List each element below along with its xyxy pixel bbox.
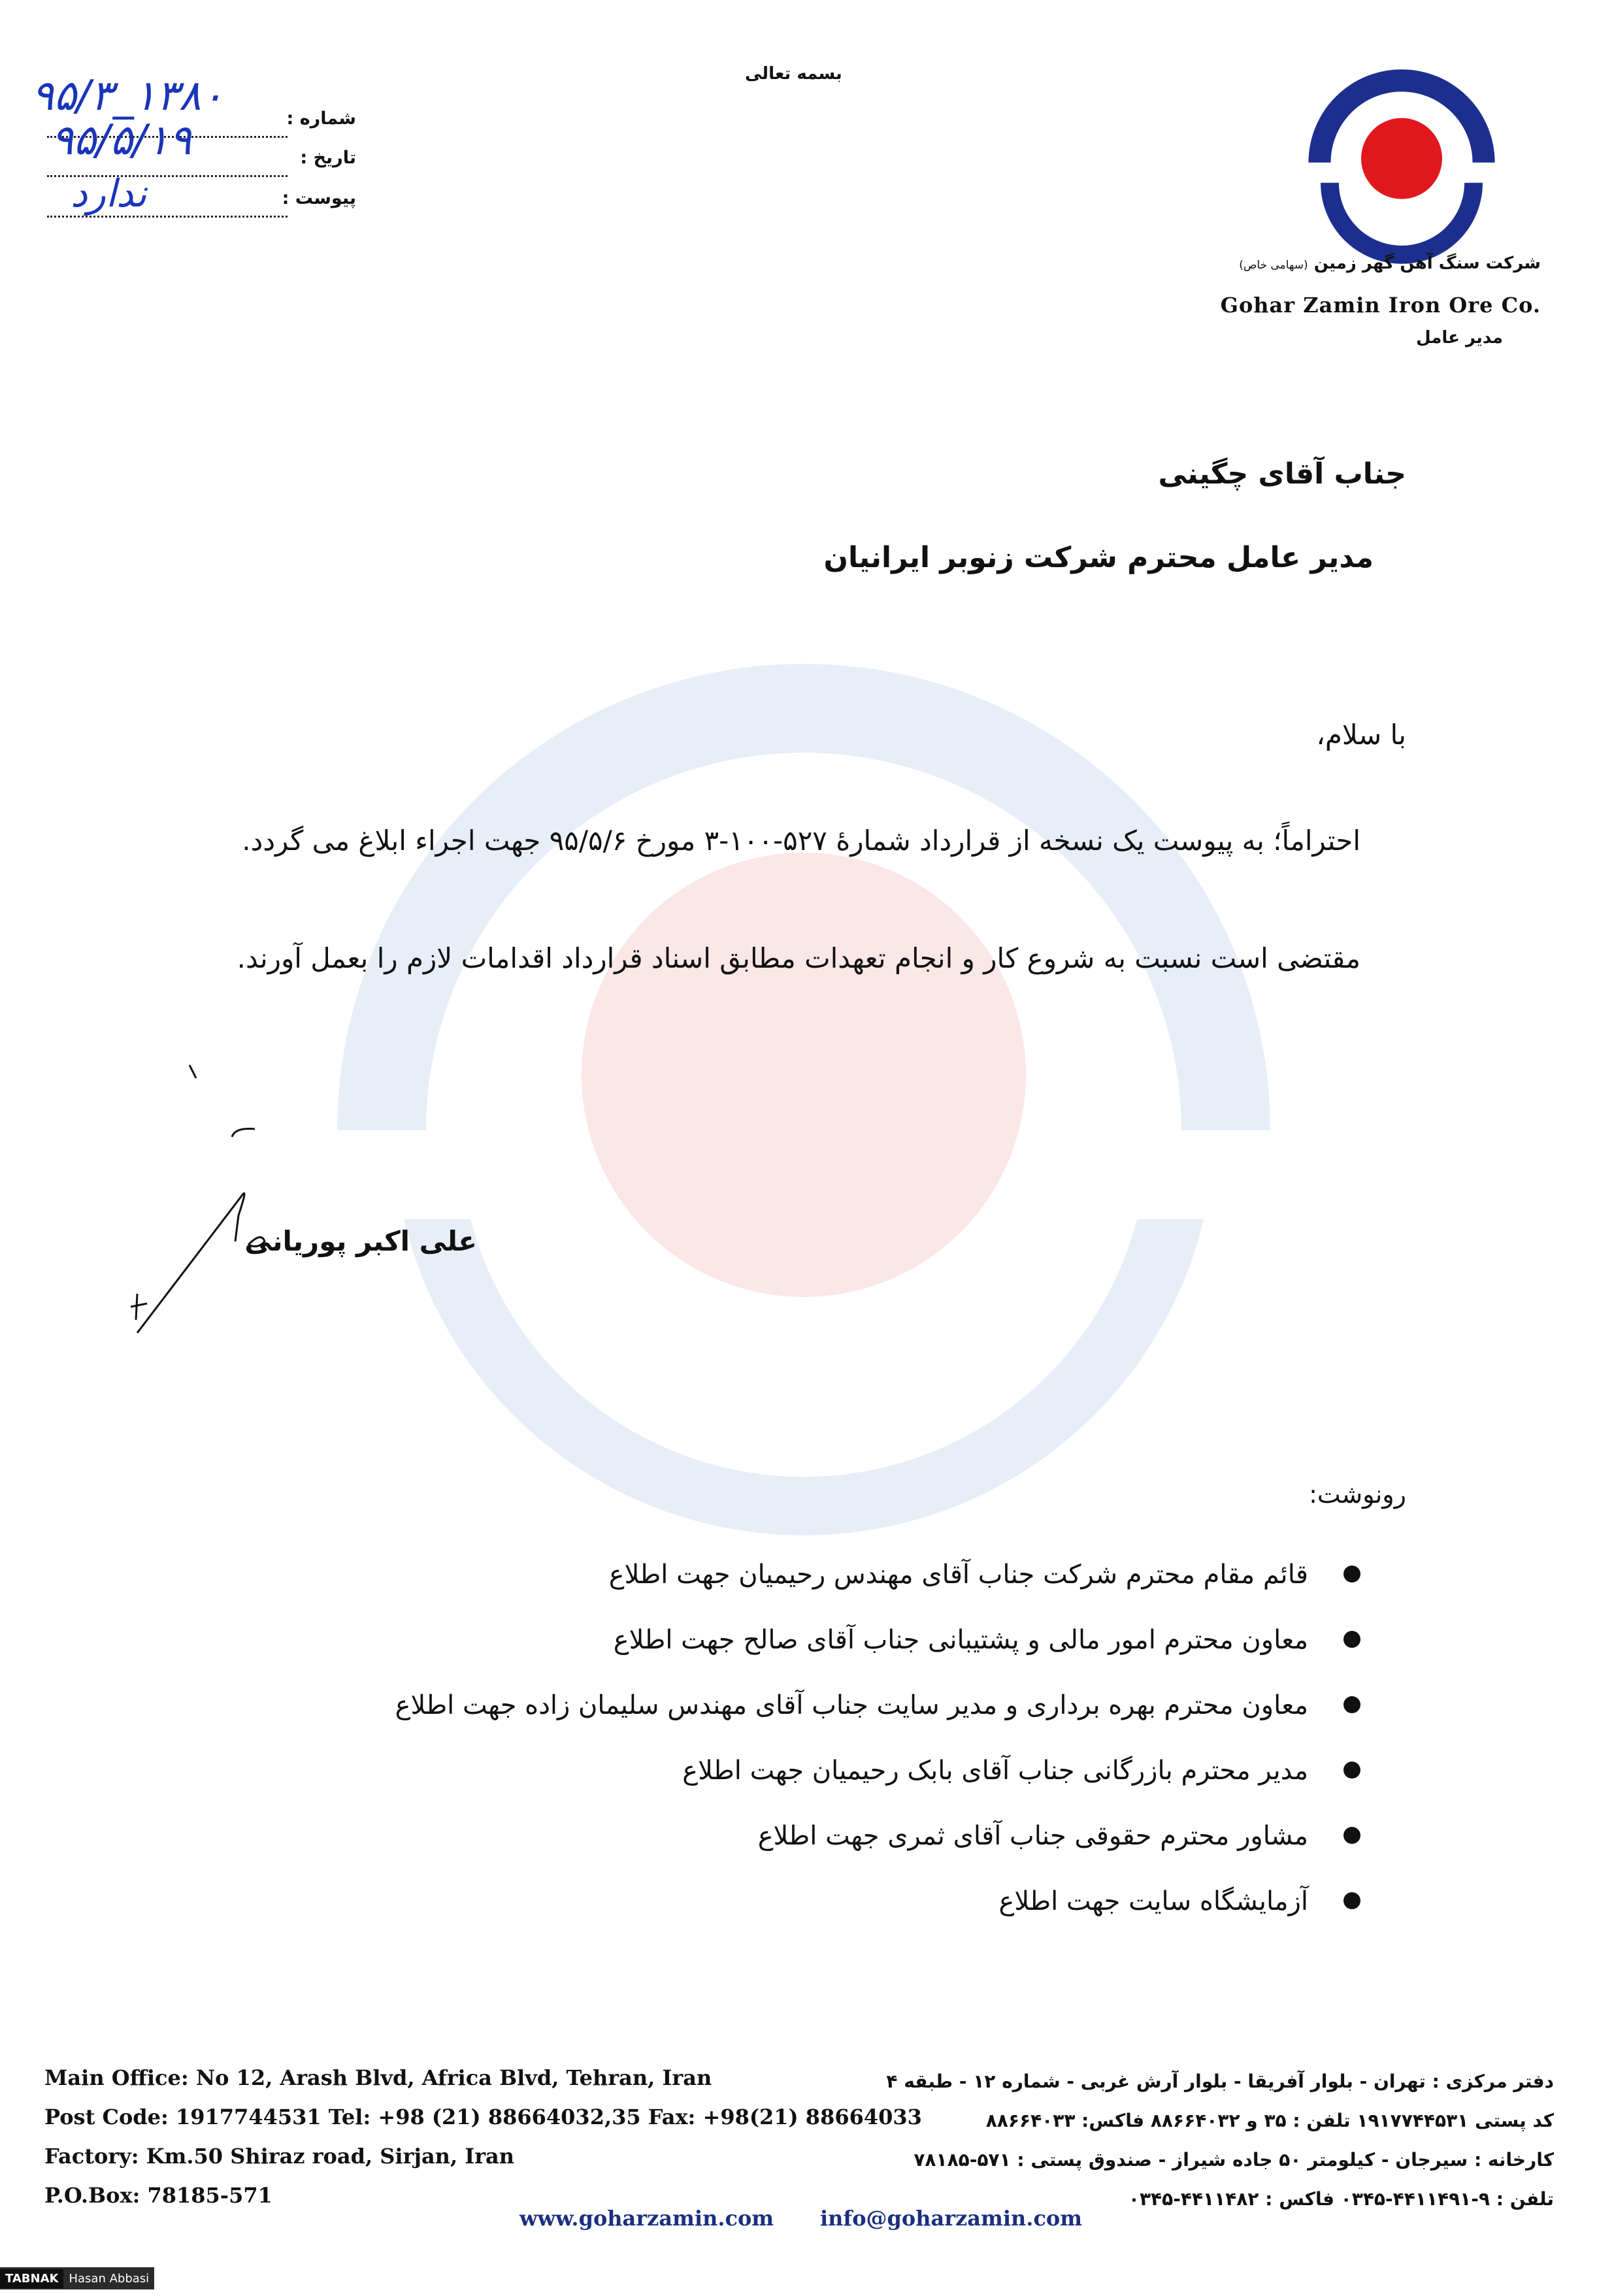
greeting: با سلام،: [1316, 719, 1406, 751]
cc-item-text: مدیر محترم بازرگانی جناب آقای بابک رحیمیان جهت اطلاع: [682, 1756, 1308, 1786]
handwritten-attachment: ندارد: [71, 171, 147, 216]
signer-name: علی اکبر پوریانی: [244, 1225, 477, 1257]
attachment-line: [47, 216, 288, 218]
cc-item: [119, 1816, 1360, 1882]
date-label: تاریخ :: [300, 148, 356, 168]
cc-item-text: معاون محترم امور مالی و پشتیبانی جناب آقای صالح جهت اطلاع: [613, 1625, 1308, 1655]
attachment-label: پیوست :: [282, 188, 356, 208]
cc-item-text: آزمایشگاه سایت جهت اطلاع: [998, 1886, 1308, 1916]
bullet-icon: [1343, 1566, 1360, 1583]
footer-fa-line: کارخانه : سیرجان - کیلومتر ۵۰ جاده شیراز - صندوق پستی : ۵۷۱-۷۸۱۸۵: [914, 2149, 1554, 2171]
source-badge: [0, 2267, 154, 2289]
badge-author: Hasan Abbasi: [69, 2271, 150, 2286]
cc-item: [119, 1751, 1360, 1816]
company-name-fa: [1239, 254, 1541, 273]
signature: [124, 1045, 320, 1346]
cc-item-text: قائم مقام محترم شرکت جناب آقای مهندس رحیمیان جهت اطلاع: [608, 1560, 1308, 1590]
cc-item: [119, 1620, 1360, 1686]
body-paragraph-1: احتراماً؛ به پیوست یک نسخه از قرارداد شمارهٔ ۵۲۷-۱۰۰-۳ مورخ ۹۵/۵/۶ جهت اجراء ابلاغ می گردد.: [242, 825, 1360, 857]
footer-en-line: Main Office: No 12, Arash Blvd, Africa Blvd, Tehran, Iran: [44, 2065, 712, 2090]
cc-label: رونوشت:: [1309, 1480, 1406, 1509]
cc-item-text: مشاور محترم حقوقی جناب آقای ثمری جهت اطلاع: [757, 1821, 1308, 1851]
recipient-title: مدیر عامل محترم شرکت زنوبر ایرانیان: [823, 541, 1374, 574]
watermark-logo: [248, 575, 1359, 1686]
cc-item: [119, 1686, 1360, 1751]
company-type: (سهامی خاص): [1239, 259, 1308, 272]
bullet-icon: [1343, 1696, 1360, 1713]
footer-en-line: Factory: Km.50 Shiraz road, Sirjan, Iran: [44, 2144, 515, 2169]
bullet-icon: [1343, 1892, 1360, 1909]
footer-fa-line: دفتر مرکزی : تهران - بلوار آفریقا - بلوار آرش غربی - شماره ۱۲ - طبقه ۴: [886, 2071, 1554, 2092]
bullet-icon: [1343, 1631, 1360, 1648]
badge-brand: TABNAK: [0, 2269, 63, 2288]
footer-en-line: Post Code: 1917744531 Tel: +98 (21) 88664032,35 Fax: +98(21) 88664033: [44, 2105, 922, 2129]
website-link[interactable]: www.goharzamin.com: [519, 2206, 774, 2231]
bismillah-heading: بسمه تعالی: [745, 64, 842, 84]
email-link[interactable]: info@goharzamin.com: [820, 2206, 1083, 2231]
bullet-icon: [1343, 1762, 1360, 1779]
department-label: مدیر عامل: [1416, 328, 1503, 348]
recipient-name: جناب آقای چگینی: [1158, 457, 1406, 491]
number-label: شماره :: [286, 108, 356, 129]
handwritten-date: ۹۵/۵/۱۹: [51, 116, 191, 165]
handwritten-number: ۹۵/۳_۱۳۸۰: [31, 72, 224, 120]
company-name-en: Gohar Zamin Iron Ore Co.: [1220, 293, 1541, 318]
cc-list: [119, 1555, 1360, 1947]
cc-item: [119, 1882, 1360, 1947]
footer-en-line: P.O.Box: 78185-571: [44, 2183, 272, 2208]
bullet-icon: [1343, 1827, 1360, 1844]
cc-item-text: معاون محترم بهره برداری و مدیر سایت جناب آقای مهندس سلیمان زاده جهت اطلاع: [395, 1690, 1308, 1720]
cc-item: [119, 1555, 1360, 1620]
company-logo: [1300, 65, 1503, 268]
footer-address-fa: [886, 2062, 1554, 2219]
footer-fa-line: تلفن : ۹-۴۴۱۱۴۹۱-۰۳۴۵ فاکس : ۴۴۱۱۴۸۲-۰۳۴۵: [1128, 2188, 1554, 2210]
company-name-fa-text: شرکت سنگ آهن گهر زمین: [1313, 254, 1541, 273]
body-paragraph-2: مقتضی است نسبت به شروع کار و انجام تعهدات مطابق اسناد قرارداد اقدامات لازم را بعمل آورند.: [237, 942, 1360, 974]
footer-address-en: [44, 2058, 922, 2215]
footer-fa-line: کد پستی ۱۹۱۷۷۴۴۵۳۱ تلفن : ۳۵ و ۸۸۶۶۴۰۳۲ فاکس: ۸۸۶۶۴۰۳۳: [985, 2110, 1554, 2131]
